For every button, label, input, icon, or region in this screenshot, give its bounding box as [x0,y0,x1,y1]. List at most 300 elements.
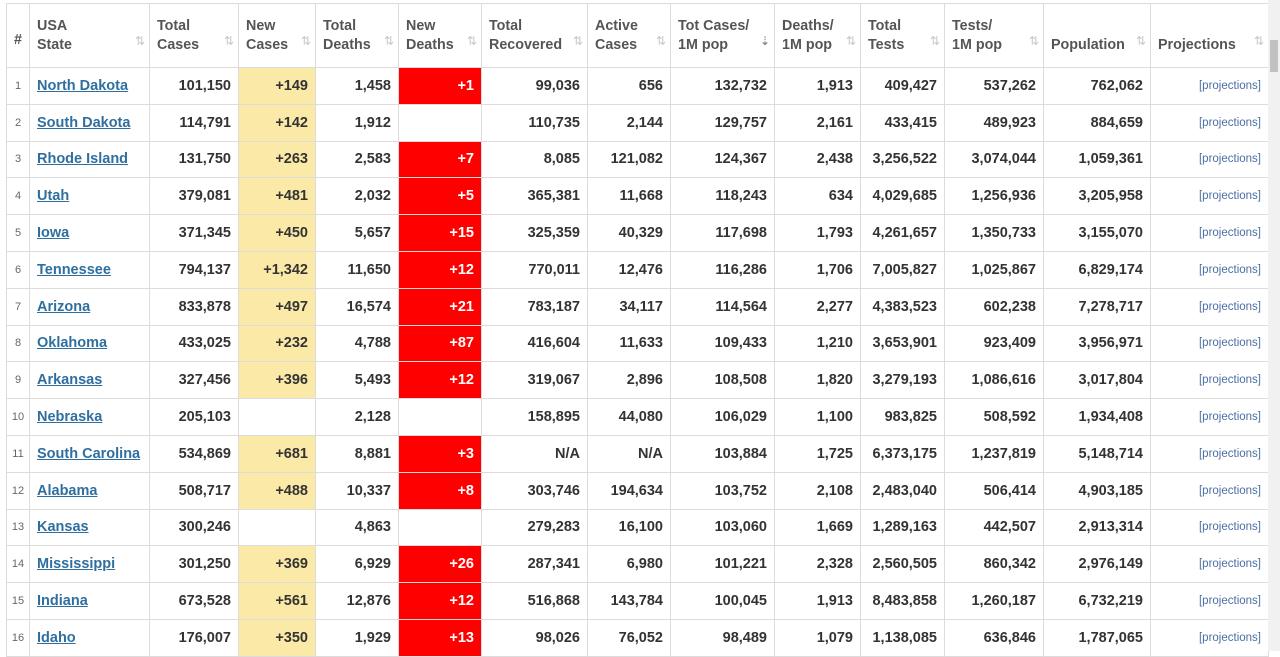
sort-icon[interactable]: ⇅ [572,34,581,48]
cell-total-deaths: 4,863 [316,509,399,546]
cell-total-tests: 4,261,657 [861,215,945,252]
cell-active-cases: 44,080 [588,399,671,436]
cell-state [30,251,150,288]
cell-state [30,472,150,509]
cell-total-tests: 6,373,175 [861,435,945,472]
table-row [7,435,1269,472]
cell-tot-cases-1m: 118,243 [671,178,775,215]
cell-rank: 5 [7,215,30,252]
cell-state [30,325,150,362]
column-header-new-cases[interactable] [239,4,316,68]
table-row [7,104,1269,141]
column-header-line1: USA [37,17,68,34]
cell-new-cases: +488 [239,472,316,509]
column-header-line1: Total [489,17,523,34]
cell-total-cases: 176,007 [150,619,239,656]
scrollbar-thumb[interactable] [1270,40,1278,72]
state-link[interactable]: Indiana [37,593,88,610]
cell-new-deaths: +5 [399,178,482,215]
cell-tests-1m: 489,923 [945,104,1044,141]
column-header-deaths-1m[interactable] [775,4,861,68]
cell-state [30,509,150,546]
cell-deaths-1m: 634 [775,178,861,215]
cell-population: 6,732,219 [1044,583,1151,620]
cell-tests-1m: 506,414 [945,472,1044,509]
column-header-total-recovered[interactable] [482,4,588,68]
cell-rank: 16 [7,619,30,656]
cell-deaths-1m: 2,277 [775,288,861,325]
cell-total-deaths: 2,583 [316,141,399,178]
column-header-tests-1m[interactable] [945,4,1044,68]
cell-new-deaths: +3 [399,435,482,472]
cell-tot-cases-1m: 132,732 [671,68,775,105]
cell-state [30,546,150,583]
table-row [7,68,1269,105]
state-link[interactable]: Arkansas [37,372,103,389]
column-header-line1: Total [868,17,902,34]
state-link[interactable]: Kansas [37,519,89,536]
cell-new-cases: +497 [239,288,316,325]
state-link[interactable]: Rhode Island [37,151,129,168]
cell-total-recovered: 110,735 [482,104,588,141]
cell-new-deaths: +12 [399,251,482,288]
column-header-label [678,17,768,55]
cell-new-deaths: +21 [399,288,482,325]
cell-tot-cases-1m: 129,757 [671,104,775,141]
cell-state [30,68,150,105]
cell-population: 1,934,408 [1044,399,1151,436]
column-header-line1: Tot Cases/ [678,17,750,34]
column-header-line1: Tests/ [952,17,993,34]
cell-population: 3,956,971 [1044,325,1151,362]
cell-state [30,178,150,215]
column-header-state[interactable] [30,4,150,68]
cell-deaths-1m: 1,706 [775,251,861,288]
column-header-population[interactable] [1044,4,1151,68]
cell-projections [1151,141,1269,178]
cell-total-cases: 833,878 [150,288,239,325]
cell-projections [1151,104,1269,141]
sort-icon[interactable]: ⇅ [655,34,664,48]
cell-rank: 12 [7,472,30,509]
table-row [7,215,1269,252]
column-header-line2: Tests [868,36,905,53]
projections-link[interactable]: [projections] [1198,227,1261,240]
cell-active-cases: 656 [588,68,671,105]
cell-rank: 8 [7,325,30,362]
cell-tests-1m: 1,237,819 [945,435,1044,472]
projections-link[interactable]: [projections] [1198,300,1261,313]
table-row [7,472,1269,509]
state-link[interactable]: Idaho [37,629,76,646]
column-header-total-tests[interactable] [861,4,945,68]
cell-new-cases: +1,342 [239,251,316,288]
cell-new-cases: +396 [239,362,316,399]
cell-total-deaths: 5,657 [316,215,399,252]
cell-rank: 2 [7,104,30,141]
cell-total-recovered: 319,067 [482,362,588,399]
cell-projections [1151,178,1269,215]
cell-deaths-1m: 1,210 [775,325,861,362]
state-link[interactable]: Utah [37,188,70,205]
cell-tot-cases-1m: 116,286 [671,251,775,288]
table-row [7,178,1269,215]
usa-covid-table-container [6,3,1268,657]
cell-total-recovered: 8,085 [482,141,588,178]
column-header-projections[interactable] [1151,4,1269,68]
state-link[interactable]: Oklahoma [37,335,108,352]
cell-total-recovered: 98,026 [482,619,588,656]
cell-projections [1151,583,1269,620]
cell-total-cases: 433,025 [150,325,239,362]
cell-state [30,215,150,252]
column-header-line2: Projections [1158,36,1236,53]
projections-link[interactable]: [projections] [1198,521,1261,534]
sort-icon[interactable]: ⇅ [466,34,475,48]
column-header-line1: Total [323,17,357,34]
projections-link[interactable]: [projections] [1198,79,1261,92]
cell-new-cases: +369 [239,546,316,583]
column-header-line2: Deaths [406,36,454,53]
sort-desc-icon[interactable]: ⇣ [759,34,768,48]
column-header-active-cases[interactable] [588,4,671,68]
cell-total-recovered: 783,187 [482,288,588,325]
cell-tot-cases-1m: 124,367 [671,141,775,178]
vertical-scrollbar[interactable] [1268,0,1280,651]
column-header-line1: Active [595,17,638,34]
projections-link[interactable]: [projections] [1198,631,1261,644]
state-link[interactable]: Tennessee [37,261,111,278]
cell-active-cases: 143,784 [588,583,671,620]
cell-new-deaths [399,509,482,546]
state-link[interactable]: Iowa [37,225,70,242]
cell-total-cases: 301,250 [150,546,239,583]
cell-deaths-1m: 2,108 [775,472,861,509]
cell-rank: 4 [7,178,30,215]
cell-total-tests: 409,427 [861,68,945,105]
cell-deaths-1m: 2,438 [775,141,861,178]
cell-total-tests: 2,483,040 [861,472,945,509]
cell-total-cases: 534,869 [150,435,239,472]
cell-new-deaths: +8 [399,472,482,509]
cell-total-tests: 4,029,685 [861,178,945,215]
cell-total-cases: 794,137 [150,251,239,288]
state-link[interactable]: Alabama [37,482,98,499]
cell-total-tests: 3,256,522 [861,141,945,178]
cell-deaths-1m: 1,913 [775,68,861,105]
cell-total-deaths: 1,929 [316,619,399,656]
cell-new-deaths: +87 [399,325,482,362]
column-header-new-deaths[interactable] [399,4,482,68]
column-header-line2: State [37,36,72,53]
cell-new-cases: +232 [239,325,316,362]
cell-total-recovered: 416,604 [482,325,588,362]
cell-total-deaths: 10,337 [316,472,399,509]
cell-active-cases: 11,668 [588,178,671,215]
cell-new-cases: +350 [239,619,316,656]
projections-link[interactable]: [projections] [1198,190,1261,203]
cell-total-cases: 114,791 [150,104,239,141]
cell-active-cases: 2,144 [588,104,671,141]
cell-total-recovered: 158,895 [482,399,588,436]
column-header-label [1158,17,1262,55]
cell-deaths-1m: 1,079 [775,619,861,656]
cell-total-tests: 7,005,827 [861,251,945,288]
column-header-line1: New [406,17,436,34]
cell-projections [1151,325,1269,362]
sort-icon[interactable]: ⇅ [1028,34,1037,48]
column-header-line2: Recovered [489,36,563,53]
cell-tests-1m: 508,592 [945,399,1044,436]
cell-new-deaths: +7 [399,141,482,178]
cell-projections [1151,472,1269,509]
state-link[interactable]: Mississippi [37,556,116,573]
cell-total-tests: 2,560,505 [861,546,945,583]
cell-active-cases: 2,896 [588,362,671,399]
cell-active-cases: 40,329 [588,215,671,252]
column-header-line2: Cases [157,36,200,53]
sort-icon[interactable]: ⇅ [223,34,232,48]
cell-tot-cases-1m: 103,752 [671,472,775,509]
cell-total-cases: 205,103 [150,399,239,436]
cell-total-recovered: 287,341 [482,546,588,583]
cell-new-cases [239,509,316,546]
column-header-label [782,17,854,55]
state-link[interactable]: South Dakota [37,114,131,131]
cell-projections [1151,362,1269,399]
column-header-line2: Population [1051,36,1125,53]
cell-total-deaths: 2,128 [316,399,399,436]
cell-state [30,362,150,399]
cell-rank: 9 [7,362,30,399]
cell-new-cases [239,399,316,436]
cell-total-recovered: 99,036 [482,68,588,105]
cell-rank: 13 [7,509,30,546]
cell-total-recovered: 325,359 [482,215,588,252]
cell-total-cases: 673,528 [150,583,239,620]
column-header-tot-cases-1m[interactable] [671,4,775,68]
cell-active-cases: 121,082 [588,141,671,178]
cell-population: 6,829,174 [1044,251,1151,288]
state-link[interactable]: Nebraska [37,409,103,426]
column-header-line2: 1M pop [782,36,833,53]
cell-total-deaths: 1,912 [316,104,399,141]
cell-total-tests: 8,483,858 [861,583,945,620]
cell-tests-1m: 442,507 [945,509,1044,546]
cell-active-cases: 76,052 [588,619,671,656]
column-header-label [1051,17,1144,55]
sort-icon[interactable]: ⇅ [1253,34,1262,48]
cell-total-recovered: 770,011 [482,251,588,288]
cell-tot-cases-1m: 106,029 [671,399,775,436]
column-header-line1: Total [157,17,191,34]
cell-tot-cases-1m: 109,433 [671,325,775,362]
projections-link[interactable]: [projections] [1198,558,1261,571]
cell-total-tests: 983,825 [861,399,945,436]
sort-icon[interactable]: ⇅ [134,34,143,48]
sort-icon[interactable]: ⇅ [383,34,392,48]
cell-population: 5,148,714 [1044,435,1151,472]
state-link[interactable]: North Dakota [37,77,129,94]
cell-tests-1m: 3,074,044 [945,141,1044,178]
cell-projections [1151,68,1269,105]
header-row [7,4,1269,68]
cell-new-cases: +481 [239,178,316,215]
sort-icon[interactable]: ⇅ [1135,34,1144,48]
sort-icon[interactable]: ⇅ [300,34,309,48]
projections-link[interactable]: [projections] [1198,337,1261,350]
cell-projections [1151,509,1269,546]
cell-tests-1m: 1,260,187 [945,583,1044,620]
state-link[interactable]: South Carolina [37,445,141,462]
projections-link[interactable]: [projections] [1198,411,1261,424]
cell-state [30,435,150,472]
cell-rank: 10 [7,399,30,436]
cell-rank: 15 [7,583,30,620]
column-header-label [246,17,309,55]
cell-rank: 14 [7,546,30,583]
cell-total-deaths: 12,876 [316,583,399,620]
cell-total-recovered: 303,746 [482,472,588,509]
column-header-line1: New [246,17,276,34]
projections-link[interactable]: [projections] [1198,447,1261,460]
cell-active-cases: 34,117 [588,288,671,325]
cell-deaths-1m: 2,161 [775,104,861,141]
cell-total-recovered: N/A [482,435,588,472]
table-body [7,68,1269,657]
cell-deaths-1m: 1,725 [775,435,861,472]
cell-new-deaths: +13 [399,619,482,656]
column-header-label [952,17,1037,55]
cell-total-cases: 371,345 [150,215,239,252]
column-header-line2: Cases [595,36,638,53]
cell-total-recovered: 516,868 [482,583,588,620]
cell-active-cases: 11,633 [588,325,671,362]
cell-tests-1m: 1,350,733 [945,215,1044,252]
cell-tot-cases-1m: 98,489 [671,619,775,656]
cell-new-cases: +450 [239,215,316,252]
cell-total-cases: 508,717 [150,472,239,509]
column-header-total-deaths[interactable] [316,4,399,68]
cell-state [30,104,150,141]
usa-covid-table [6,3,1269,657]
cell-rank: 3 [7,141,30,178]
cell-total-tests: 433,415 [861,104,945,141]
table-row [7,399,1269,436]
cell-new-cases: +263 [239,141,316,178]
projections-link[interactable]: [projections] [1198,374,1261,387]
table-header [7,4,1269,68]
cell-rank: 6 [7,251,30,288]
column-header-line2: Deaths [323,36,371,53]
cell-active-cases: 16,100 [588,509,671,546]
cell-total-cases: 327,456 [150,362,239,399]
column-header-line1: # [14,32,22,48]
projections-link[interactable]: [projections] [1198,595,1261,608]
cell-state [30,141,150,178]
cell-new-deaths: +26 [399,546,482,583]
cell-deaths-1m: 2,328 [775,546,861,583]
cell-deaths-1m: 1,820 [775,362,861,399]
cell-tot-cases-1m: 108,508 [671,362,775,399]
cell-state [30,399,150,436]
column-header-line1: Deaths/ [782,17,834,34]
cell-tot-cases-1m: 103,884 [671,435,775,472]
projections-link[interactable]: [projections] [1198,116,1261,129]
column-header-label [323,17,392,55]
cell-population: 2,976,149 [1044,546,1151,583]
cell-total-deaths: 16,574 [316,288,399,325]
column-header-label [157,17,232,55]
cell-deaths-1m: 1,793 [775,215,861,252]
cell-total-deaths: 5,493 [316,362,399,399]
cell-projections [1151,435,1269,472]
sort-icon[interactable]: ⇅ [929,34,938,48]
cell-population: 1,059,361 [1044,141,1151,178]
projections-link[interactable]: [projections] [1198,263,1261,276]
column-header-label [489,17,581,55]
cell-rank: 11 [7,435,30,472]
table-row [7,362,1269,399]
table-row [7,251,1269,288]
column-header-total-cases[interactable] [150,4,239,68]
cell-total-deaths: 1,458 [316,68,399,105]
cell-total-deaths: 6,929 [316,546,399,583]
cell-tests-1m: 1,086,616 [945,362,1044,399]
cell-tests-1m: 1,025,867 [945,251,1044,288]
cell-total-tests: 1,138,085 [861,619,945,656]
cell-population: 884,659 [1044,104,1151,141]
cell-new-deaths: +15 [399,215,482,252]
cell-rank: 1 [7,68,30,105]
projections-link[interactable]: [projections] [1198,484,1261,497]
cell-population: 4,903,185 [1044,472,1151,509]
cell-total-cases: 131,750 [150,141,239,178]
projections-link[interactable]: [projections] [1198,153,1261,166]
cell-tests-1m: 1,256,936 [945,178,1044,215]
cell-new-cases: +561 [239,583,316,620]
table-row [7,546,1269,583]
cell-deaths-1m: 1,669 [775,509,861,546]
cell-total-tests: 1,289,163 [861,509,945,546]
cell-tot-cases-1m: 114,564 [671,288,775,325]
cell-state [30,288,150,325]
column-header-line2: 1M pop [952,36,1003,53]
cell-active-cases: 12,476 [588,251,671,288]
cell-total-cases: 379,081 [150,178,239,215]
cell-total-deaths: 11,650 [316,251,399,288]
cell-tests-1m: 602,238 [945,288,1044,325]
cell-new-deaths: +12 [399,583,482,620]
cell-tot-cases-1m: 103,060 [671,509,775,546]
cell-tot-cases-1m: 101,221 [671,546,775,583]
state-link[interactable]: Arizona [37,298,91,315]
cell-projections [1151,399,1269,436]
sort-icon[interactable]: ⇅ [845,34,854,48]
table-row [7,288,1269,325]
cell-population: 3,017,804 [1044,362,1151,399]
cell-population: 3,205,958 [1044,178,1151,215]
cell-population: 1,787,065 [1044,619,1151,656]
cell-tests-1m: 923,409 [945,325,1044,362]
table-row [7,509,1269,546]
cell-total-deaths: 4,788 [316,325,399,362]
table-row [7,325,1269,362]
cell-projections [1151,288,1269,325]
column-header-rank[interactable] [7,4,30,68]
cell-new-deaths [399,399,482,436]
cell-rank: 7 [7,288,30,325]
